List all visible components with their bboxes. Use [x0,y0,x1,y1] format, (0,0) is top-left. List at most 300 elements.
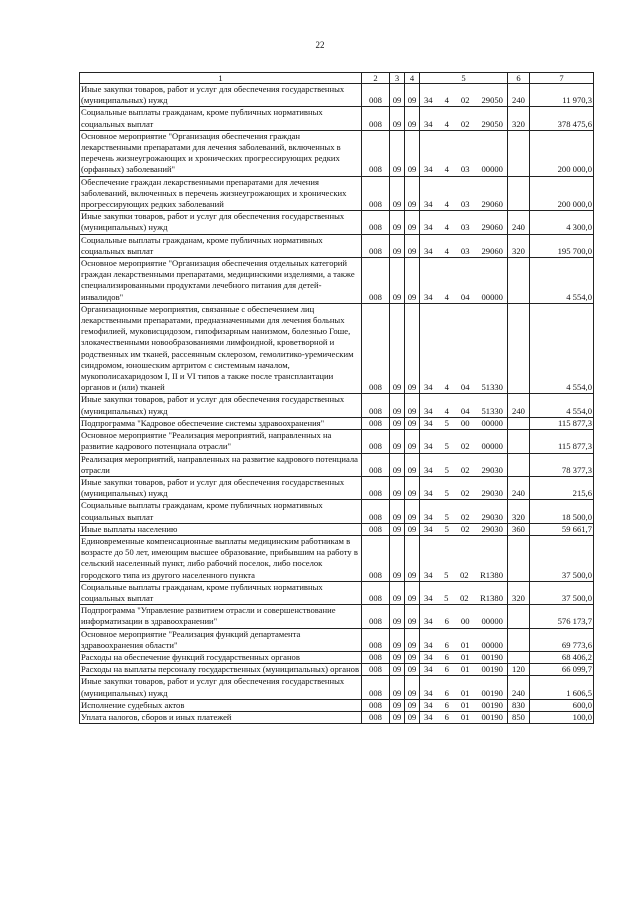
target-code-part: 6 [444,639,449,650]
row-rz: 09 [390,303,405,394]
row-target-code [420,523,508,535]
row-name: Иные закупки товаров, работ и услуг для обеспечения государственных (муниципальных) нужд [80,394,362,417]
target-code-parts [421,406,506,417]
row-target-code [420,476,508,499]
target-code-part: 29030 [481,523,503,534]
table-row [80,417,594,429]
row-expense-type: 850 [508,711,530,723]
target-code-part: 5 [444,464,449,475]
row-ved: 008 [362,417,390,429]
row-expense-type [508,453,530,476]
row-pr: 09 [405,394,420,417]
row-amount: 200 000,0 [530,176,594,211]
row-target-code [420,676,508,699]
target-code-part: 4 [444,118,449,129]
row-name: Социальные выплаты гражданам, кроме публичных нормативных социальных выплат [80,581,362,604]
target-code-part: 5 [444,523,449,534]
row-ved: 008 [362,107,390,130]
row-ved: 008 [362,258,390,304]
row-name: Социальные выплаты гражданам, кроме публичных нормативных социальных выплат [80,107,362,130]
target-code-part: 02 [460,118,470,129]
target-code-part: 4 [444,291,449,302]
target-code-parts [421,164,506,175]
row-target-code [420,711,508,723]
row-pr: 09 [405,581,420,604]
target-code-part: 00190 [481,699,503,710]
target-code-part: 02 [459,569,469,580]
target-code-part: 02 [460,488,470,499]
row-expense-type [508,258,530,304]
target-code-part: 34 [424,592,433,603]
target-code-part: 34 [424,711,433,722]
row-rz: 09 [390,430,405,453]
target-code-part: 34 [424,687,433,698]
target-code-parts [421,652,506,663]
row-expense-type [508,651,530,663]
target-code-parts [421,418,506,429]
target-code-parts [421,524,506,535]
row-pr: 09 [405,258,420,304]
row-expense-type: 360 [508,523,530,535]
target-code-part: 51330 [481,382,503,393]
row-ved: 008 [362,628,390,651]
target-code-part: 01 [460,687,470,698]
table-body [80,84,594,724]
row-amount: 100,0 [530,711,594,723]
row-rz: 09 [390,130,405,176]
table-row [80,394,594,417]
header-col-2: 2 [362,73,390,84]
target-code-part: 34 [424,699,433,710]
target-code-part: 02 [460,523,470,534]
target-code-part: 29060 [481,222,503,233]
target-code-part: 34 [424,405,433,416]
target-code-part: 4 [444,405,449,416]
row-name: Иные закупки товаров, работ и услуг для обеспечения государственных (муниципальных) нужд [80,476,362,499]
row-amount: 18 500,0 [530,500,594,523]
target-code-parts [421,712,506,723]
target-code-part: 29060 [481,199,503,210]
row-ved: 008 [362,676,390,699]
row-target-code [420,581,508,604]
target-code-part: 34 [424,569,433,580]
row-amount: 4 554,0 [530,258,594,304]
row-expense-type: 320 [508,581,530,604]
target-code-part: 34 [424,616,433,627]
target-code-part: 00190 [481,651,503,662]
row-pr: 09 [405,651,420,663]
table-row [80,234,594,257]
target-code-part: R1380 [480,592,503,603]
target-code-part: 6 [444,699,449,710]
row-amount: 78 377,3 [530,453,594,476]
target-code-parts [421,246,506,257]
row-pr: 09 [405,535,420,581]
target-code-part: 34 [424,511,433,522]
row-expense-type [508,417,530,429]
row-name: Подпрограмма "Кадровое обеспечение системы здравоохранения" [80,417,362,429]
header-col-5: 5 [420,73,508,84]
row-expense-type: 830 [508,699,530,711]
target-code-part: 01 [460,711,470,722]
target-code-part: 00 [460,417,470,428]
row-name: Расходы на выплаты персоналу государственных (муниципальных) органов [80,664,362,676]
row-pr: 09 [405,676,420,699]
target-code-part: 29030 [481,488,503,499]
row-rz: 09 [390,500,405,523]
table-row [80,107,594,130]
target-code-part: 6 [444,687,449,698]
target-code-part: 01 [460,639,470,650]
row-ved: 008 [362,476,390,499]
row-pr: 09 [405,605,420,628]
row-name: Иные закупки товаров, работ и услуг для обеспечения государственных (муниципальных) нужд [80,211,362,234]
target-code-parts [421,465,506,476]
row-rz: 09 [390,711,405,723]
row-name: Уплата налогов, сборов и иных платежей [80,711,362,723]
row-rz: 09 [390,699,405,711]
row-ved: 008 [362,84,390,107]
row-rz: 09 [390,676,405,699]
row-target-code [420,453,508,476]
table-row [80,699,594,711]
target-code-part: 34 [424,464,433,475]
target-code-parts [421,700,506,711]
target-code-part: 6 [444,664,449,675]
row-ved: 008 [362,211,390,234]
row-name: Основное мероприятие "Реализация функций департамента здравоохранения области" [80,628,362,651]
row-amount: 115 877,3 [530,430,594,453]
row-rz: 09 [390,651,405,663]
target-code-part: 01 [460,699,470,710]
row-rz: 09 [390,211,405,234]
target-code-parts [421,222,506,233]
target-code-part: 00 [460,616,470,627]
row-ved: 008 [362,699,390,711]
target-code-part: 03 [460,222,470,233]
target-code-parts [421,199,506,210]
target-code-part: 4 [444,95,449,106]
target-code-part: 5 [444,592,449,603]
row-rz: 09 [390,605,405,628]
row-target-code [420,699,508,711]
target-code-part: 02 [460,441,470,452]
row-ved: 008 [362,130,390,176]
table-row [80,605,594,628]
row-name: Единовременные компенсационные выплаты медицинским работникам в возрасте до 50 лет, имеющим высшее образование, прибывшим на работу в сельский населенный пункт, либо рабочий поселок, либо поселок городского типа из другого населенного пункта [80,535,362,581]
target-code-part: 4 [444,164,449,175]
target-code-part: 34 [424,441,433,452]
row-target-code [420,535,508,581]
row-ved: 008 [362,453,390,476]
row-name: Обеспечение граждан лекарственными препаратами для лечения заболеваний, включенных в перечень жизнеугрожающих и хронических прогрессирующих редких заболеваний [80,176,362,211]
target-code-parts [421,664,506,675]
target-code-part: 29030 [481,511,503,522]
row-amount: 68 406,2 [530,651,594,663]
row-amount: 4 554,0 [530,394,594,417]
target-code-part: 03 [460,199,470,210]
target-code-part: 34 [424,488,433,499]
target-code-part: 51330 [481,405,503,416]
row-name: Иные выплаты населению [80,523,362,535]
row-pr: 09 [405,711,420,723]
row-expense-type: 120 [508,664,530,676]
row-name: Расходы на обеспечение функций государственных органов [80,651,362,663]
target-code-part: 02 [460,464,470,475]
row-pr: 09 [405,130,420,176]
target-code-part: 03 [460,245,470,256]
table-row [80,430,594,453]
row-ved: 008 [362,394,390,417]
row-target-code [420,211,508,234]
row-rz: 09 [390,176,405,211]
row-expense-type [508,535,530,581]
header-col-4: 4 [405,73,420,84]
target-code-part: 5 [444,488,449,499]
row-name: Подпрограмма "Управление развитием отрасли и совершенствование информатизации в здравоохранении" [80,605,362,628]
target-code-part: 00190 [481,711,503,722]
row-ved: 008 [362,234,390,257]
row-amount: 11 970,3 [530,84,594,107]
target-code-part: 4 [444,245,449,256]
row-expense-type [508,176,530,211]
budget-table [79,72,594,724]
row-pr: 09 [405,176,420,211]
row-name: Социальные выплаты гражданам, кроме публичных нормативных социальных выплат [80,500,362,523]
row-amount: 600,0 [530,699,594,711]
row-rz: 09 [390,84,405,107]
target-code-part: 00190 [481,687,503,698]
target-code-part: R1380 [480,569,503,580]
table-row [80,453,594,476]
target-code-part: 34 [424,523,433,534]
row-amount: 66 099,7 [530,664,594,676]
target-code-part: 04 [460,291,470,302]
row-target-code [420,130,508,176]
row-expense-type: 320 [508,234,530,257]
row-name: Организационные мероприятия, связанные с обеспечением лиц лекарственными препаратами, предназначенными для лечения больных гемофилией, муковисцидозом, гипофизарным нанизмом, болезнью Гоше, злокачественными новообразованиями лимфоидной, кроветворной и родственных им тканей, рассеянным склерозом, гемолитико-уремическим синдромом, юношеским артритом с системным началом, мукополисахаридозом I, II и VI типов а также после трансплантации органов и (или) тканей [80,303,362,394]
row-pr: 09 [405,417,420,429]
row-expense-type [508,605,530,628]
row-amount: 37 500,0 [530,535,594,581]
row-pr: 09 [405,453,420,476]
target-code-part: 00000 [481,639,503,650]
row-rz: 09 [390,664,405,676]
table-row [80,628,594,651]
target-code-parts [421,441,506,452]
row-amount: 200 000,0 [530,130,594,176]
row-rz: 09 [390,628,405,651]
table-row [80,500,594,523]
row-name: Реализация мероприятий, направленных на развитие кадрового потенциала отрасли [80,453,362,476]
row-target-code [420,176,508,211]
row-target-code [420,664,508,676]
row-expense-type: 240 [508,394,530,417]
target-code-part: 04 [460,405,470,416]
table-row [80,651,594,663]
row-ved: 008 [362,605,390,628]
row-rz: 09 [390,453,405,476]
table-row [80,476,594,499]
row-amount: 1 606,5 [530,676,594,699]
row-name: Основное мероприятие "Организация обеспечения граждан лекарственными препаратами для лечения заболеваний, включенных в перечень жизнеугрожающих и хронических прогрессирующих редких (орфанных) заболеваний" [80,130,362,176]
target-code-part: 29050 [481,95,503,106]
target-code-parts [421,593,506,604]
row-ved: 008 [362,430,390,453]
row-expense-type: 240 [508,476,530,499]
row-target-code [420,605,508,628]
row-target-code [420,417,508,429]
table-header-row [80,73,594,84]
target-code-part: 34 [424,222,433,233]
page-number: 22 [315,40,325,50]
row-rz: 09 [390,107,405,130]
row-pr: 09 [405,211,420,234]
target-code-part: 34 [424,164,433,175]
row-target-code [420,234,508,257]
target-code-part: 34 [424,118,433,129]
row-pr: 09 [405,699,420,711]
row-ved: 008 [362,581,390,604]
table-row [80,711,594,723]
row-expense-type [508,303,530,394]
row-target-code [420,107,508,130]
row-name: Основное мероприятие "Реализация мероприятий, направленных на развитие кадрового потенциала отрасли" [80,430,362,453]
row-expense-type [508,430,530,453]
row-ved: 008 [362,500,390,523]
row-target-code [420,430,508,453]
target-code-part: 6 [444,711,449,722]
target-code-part: 00000 [481,164,503,175]
row-amount: 378 475,6 [530,107,594,130]
row-amount: 115 877,3 [530,417,594,429]
row-target-code [420,84,508,107]
target-code-part: 02 [460,511,470,522]
row-amount: 4 554,0 [530,303,594,394]
target-code-part: 34 [424,664,433,675]
target-code-part: 5 [444,441,449,452]
table-row [80,676,594,699]
table-row [80,176,594,211]
target-code-part: 34 [424,639,433,650]
target-code-parts [421,640,506,651]
target-code-part: 29060 [481,245,503,256]
target-code-part: 00000 [481,616,503,627]
row-ved: 008 [362,664,390,676]
row-pr: 09 [405,476,420,499]
table-row [80,303,594,394]
row-amount: 4 300,0 [530,211,594,234]
table-row [80,258,594,304]
row-expense-type [508,130,530,176]
target-code-part: 00000 [481,417,503,428]
target-code-part: 29030 [481,464,503,475]
target-code-part: 34 [424,382,433,393]
row-rz: 09 [390,535,405,581]
target-code-part: 00000 [481,441,503,452]
target-code-part: 5 [444,569,449,580]
row-expense-type [508,628,530,651]
target-code-part: 34 [424,417,433,428]
target-code-parts [421,488,506,499]
row-pr: 09 [405,234,420,257]
target-code-part: 01 [460,651,470,662]
target-code-parts [421,570,506,581]
row-rz: 09 [390,476,405,499]
row-target-code [420,500,508,523]
header-col-6: 6 [508,73,530,84]
row-name: Исполнение судебных актов [80,699,362,711]
row-amount: 576 173,7 [530,605,594,628]
row-expense-type: 320 [508,500,530,523]
row-rz: 09 [390,258,405,304]
table-row [80,211,594,234]
target-code-part: 6 [444,651,449,662]
target-code-part: 34 [424,199,433,210]
header-col-1: 1 [80,73,362,84]
row-pr: 09 [405,303,420,394]
target-code-part: 34 [424,245,433,256]
table-row [80,664,594,676]
target-code-part: 4 [444,199,449,210]
row-ved: 008 [362,303,390,394]
row-ved: 008 [362,523,390,535]
row-pr: 09 [405,430,420,453]
table-row [80,84,594,107]
row-amount: 37 500,0 [530,581,594,604]
table-row [80,581,594,604]
target-code-part: 4 [444,382,449,393]
row-pr: 09 [405,664,420,676]
row-pr: 09 [405,84,420,107]
row-pr: 09 [405,107,420,130]
target-code-part: 29050 [481,118,503,129]
target-code-part: 00000 [481,291,503,302]
target-code-part: 4 [444,222,449,233]
row-rz: 09 [390,234,405,257]
target-code-parts [421,292,506,303]
target-code-part: 02 [460,95,470,106]
row-rz: 09 [390,417,405,429]
target-code-part: 03 [460,164,470,175]
target-code-part: 5 [444,417,449,428]
row-target-code [420,258,508,304]
row-target-code [420,628,508,651]
table-row [80,130,594,176]
row-name: Социальные выплаты гражданам, кроме публичных нормативных социальных выплат [80,234,362,257]
row-ved: 008 [362,711,390,723]
target-code-part: 00190 [481,664,503,675]
target-code-part: 5 [444,511,449,522]
target-code-parts [421,95,506,106]
row-pr: 09 [405,628,420,651]
row-target-code [420,651,508,663]
target-code-part: 02 [459,592,469,603]
target-code-part: 01 [460,664,470,675]
row-ved: 008 [362,176,390,211]
target-code-parts [421,616,506,627]
row-pr: 09 [405,523,420,535]
row-name: Иные закупки товаров, работ и услуг для обеспечения государственных (муниципальных) нужд [80,84,362,107]
row-target-code [420,394,508,417]
row-name: Иные закупки товаров, работ и услуг для обеспечения государственных (муниципальных) нужд [80,676,362,699]
target-code-part: 6 [444,616,449,627]
row-expense-type: 320 [508,107,530,130]
row-expense-type: 240 [508,84,530,107]
target-code-part: 34 [424,291,433,302]
row-rz: 09 [390,394,405,417]
row-expense-type: 240 [508,211,530,234]
